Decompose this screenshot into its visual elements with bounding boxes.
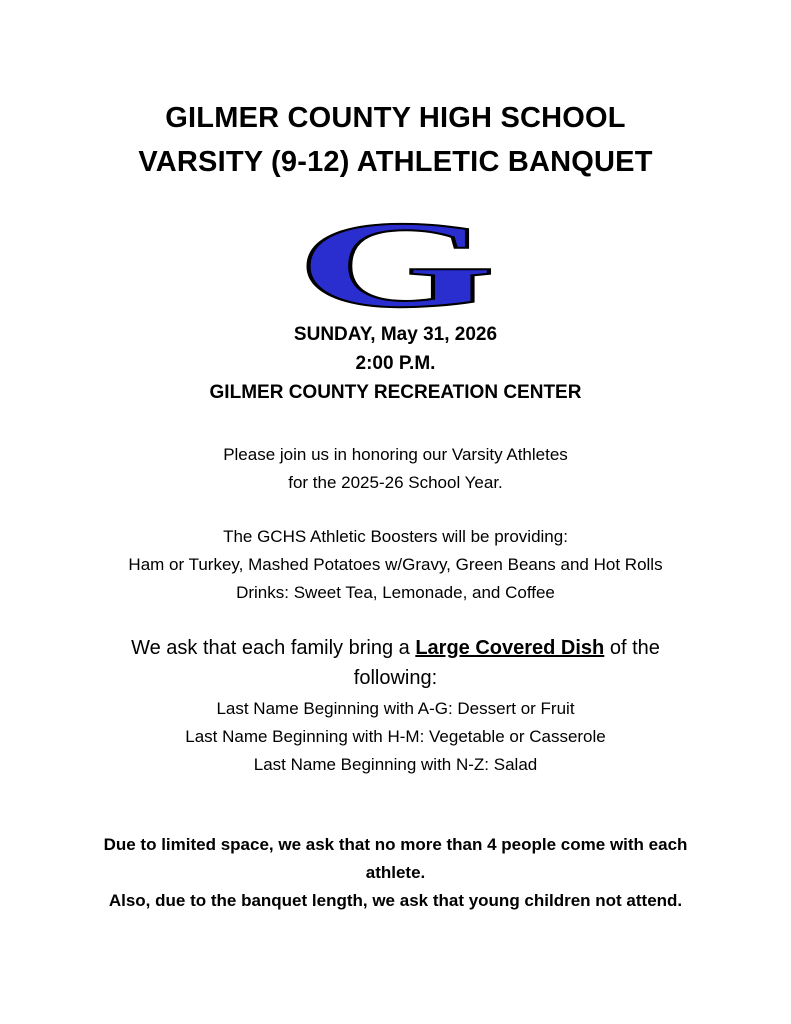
school-g-logo-graphic	[286, 210, 506, 314]
event-venue: GILMER COUNTY RECREATION CENTER	[209, 382, 582, 403]
note-young-children: Also, due to the banquet length, we ask that young children not attend.	[108, 891, 683, 910]
dish-assignment-ag: Last Name Beginning with A-G: Dessert or Fruit	[216, 699, 575, 718]
dish-assignment-nz: Last Name Beginning with N-Z: Salad	[253, 755, 538, 774]
event-details	[0, 320, 791, 407]
menu-line-1: The GCHS Athletic Boosters will be providing:	[223, 527, 568, 546]
menu-line-3: Drinks: Sweet Tea, Lemonade, and Coffee	[236, 583, 555, 602]
dish-assignment-hm: Last Name Beginning with H-M: Vegetable or Casserole	[185, 727, 606, 746]
note-limited-space: Due to limited space, we ask that no more than 4 people come with each athlete.	[103, 835, 688, 882]
dish-assignment-list	[0, 695, 791, 779]
flyer-title	[0, 96, 791, 184]
event-date: SUNDAY, May 31, 2026	[293, 324, 498, 345]
dish-request-highlight: Large Covered Dish	[415, 637, 605, 659]
title-line-1: GILMER COUNTY HIGH SCHOOL	[165, 102, 626, 134]
title-line-2: VARSITY (9-12) ATHLETIC BANQUET	[138, 146, 653, 178]
dish-request	[96, 633, 696, 693]
attendance-notes	[0, 831, 791, 915]
dish-request-prefix: We ask that each family bring a	[131, 637, 416, 659]
event-time: 2:00 P.M.	[355, 353, 436, 374]
dish-request-suffix: of the following:	[353, 637, 660, 689]
menu-line-2: Ham or Turkey, Mashed Potatoes w/Gravy, Green Beans and Hot Rolls	[128, 555, 663, 574]
intro-line-1: Please join us in honoring our Varsity Athletes	[223, 445, 568, 464]
intro-line-2: for the 2025-26 School Year.	[288, 473, 503, 492]
intro-paragraph	[0, 441, 791, 497]
menu-paragraph	[0, 523, 791, 607]
school-g-letter: G	[295, 210, 496, 314]
school-g-logo	[286, 210, 506, 314]
